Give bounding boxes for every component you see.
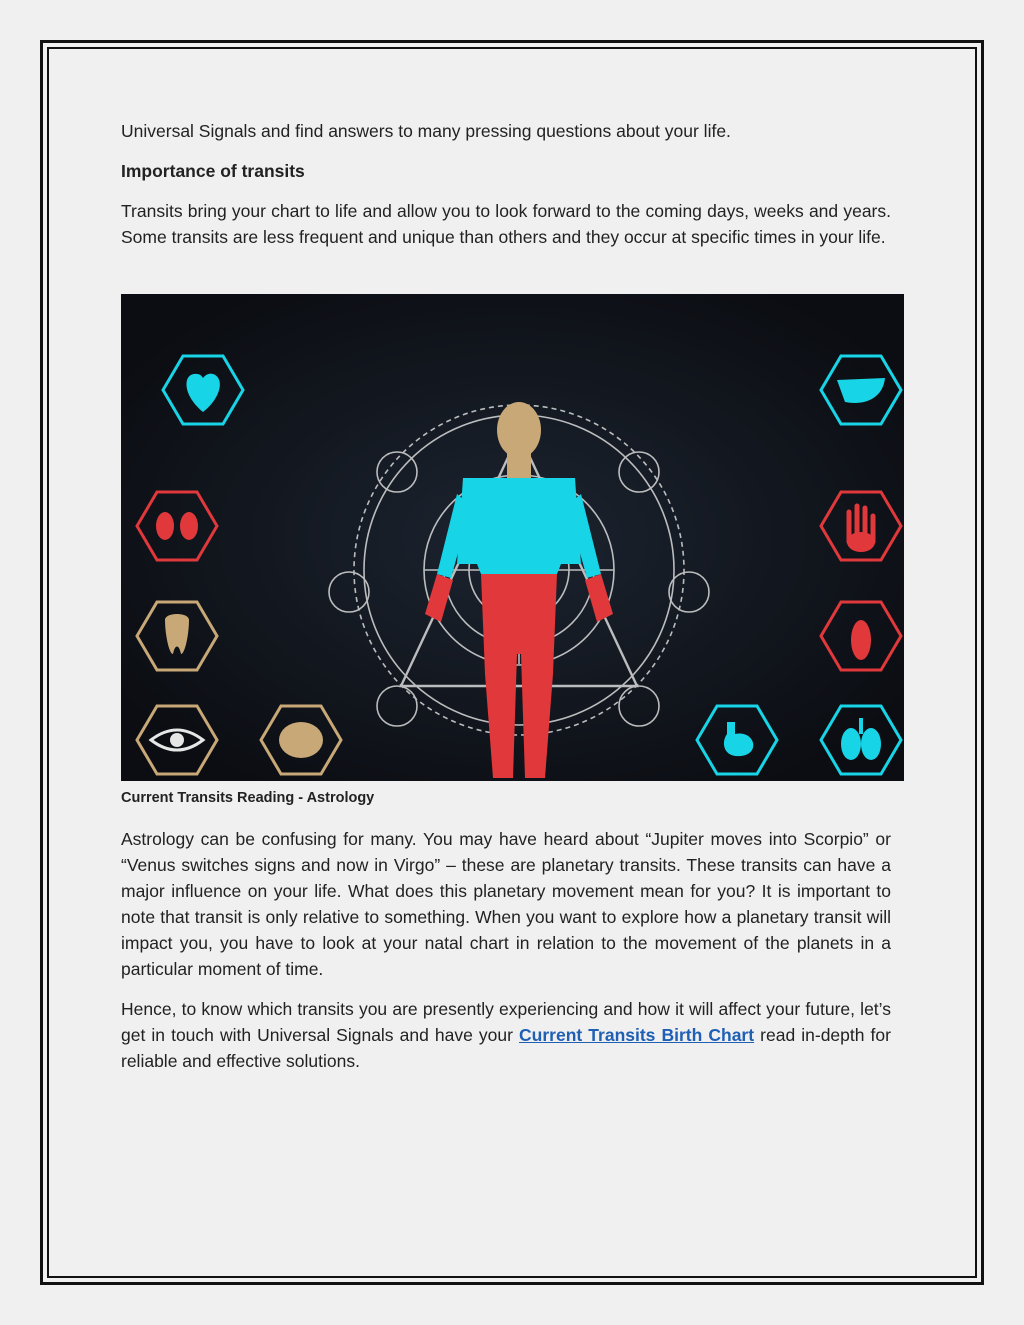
figure-caption: Current Transits Reading - Astrology	[121, 790, 375, 806]
astrology-body-illustration	[121, 294, 904, 781]
closing-text-before-link: Hence, to know which transits you are presently experiencing and how it will affect your future, let’s get in touch with Universal Signals and have your	[121, 999, 891, 1045]
importance-heading: Importance of transits	[121, 161, 305, 181]
bottom-text-block	[121, 826, 891, 1088]
top-text-block	[121, 118, 891, 264]
closing-text-after-link: read in-depth for reliable and effective solutions.	[121, 1025, 891, 1071]
current-transits-birth-chart-link[interactable]: Current Transits Birth Chart	[519, 1025, 755, 1045]
closing-paragraph	[121, 996, 891, 1074]
astrology-paragraph: Astrology can be confusing for many. You may have heard about “Jupiter moves into Scorpio” or “Venus switches signs and now in Virgo” – these are planetary transits. These transits can have a major influence on your life. What does this planetary movement mean for you? It is important to note that transit is only relative to something. When you want to explore how a planetary transit will impact you, you have to look at your natal chart in relation to the movement of the planets in a particular moment of time.	[121, 829, 891, 979]
intro-line: Universal Signals and find answers to many pressing questions about your life.	[121, 121, 731, 141]
transits-paragraph: Transits bring your chart to life and allow you to look forward to the coming days, weeks and years. Some transits are less frequent and unique than others and they occur at specific times in your life.	[121, 201, 891, 247]
illustration-svg	[121, 294, 904, 781]
